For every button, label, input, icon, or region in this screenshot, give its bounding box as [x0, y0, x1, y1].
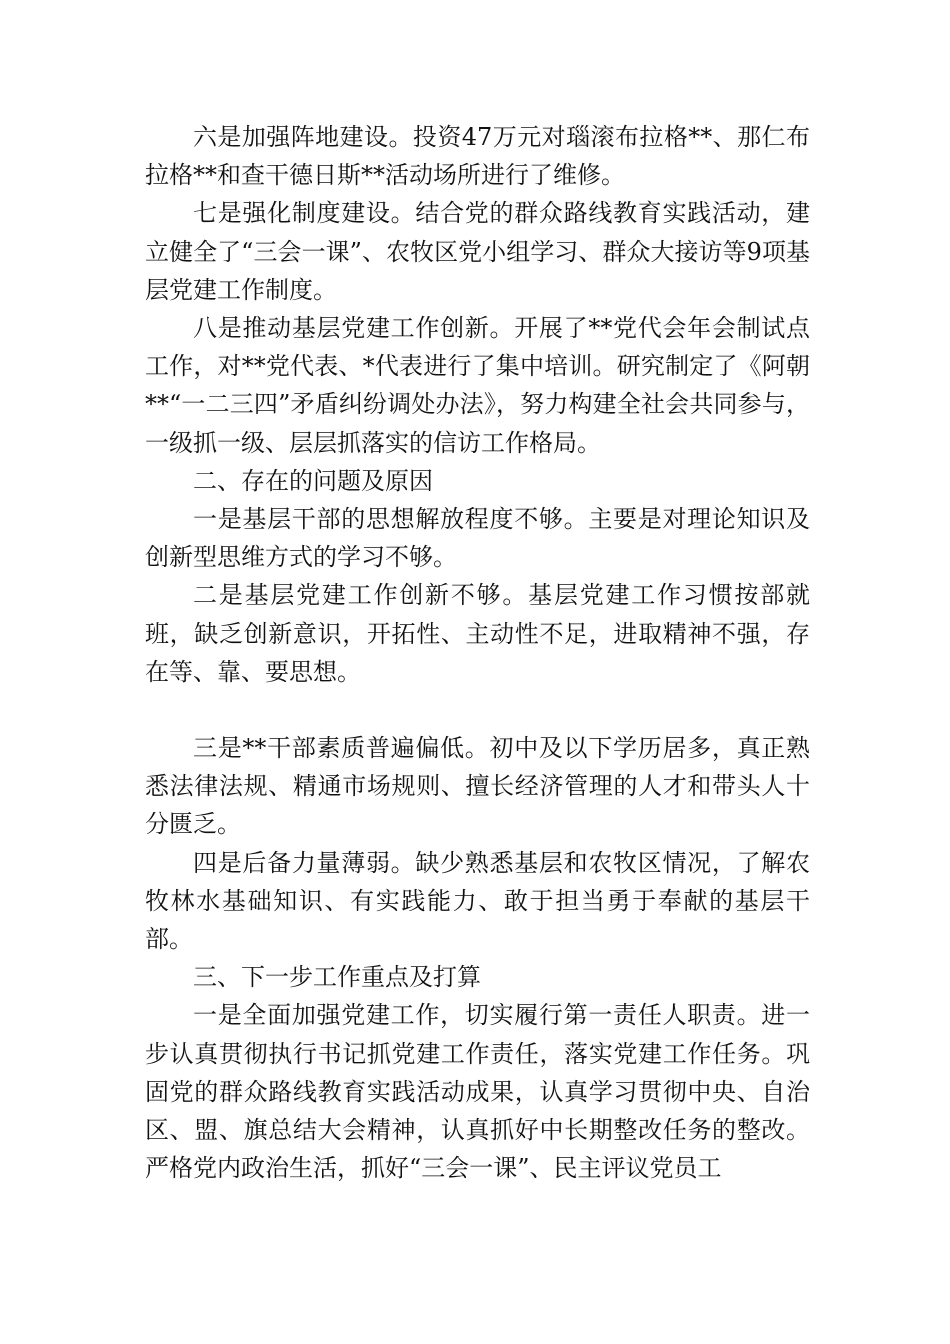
- document-body: [145, 118, 810, 1187]
- paragraph-gap: [145, 691, 810, 729]
- paragraph-8-innovation: 八是推动基层党建工作创新。开展了**党代会年会制试点工作，对**党代表、*代表进行了集中培训。研究制定了《阿朝**“一二三四”矛盾纠纷调处办法》，努力构建全社会共同参与，一级抓一级、层层抓落实的信访工作格局。: [145, 314, 810, 457]
- paragraph-problem-2: 二是基层党建工作创新不够。基层党建工作习惯按部就班，缺乏创新意识，开拓性、主动性不足，进取精神不强，存在等、靠、要思想。: [145, 581, 810, 686]
- paragraph-problem-1: 一是基层干部的思想解放程度不够。主要是对理论知识及创新型思维方式的学习不够。: [145, 505, 810, 572]
- paragraph-problem-3: 三是**干部素质普遍偏低。初中及以下学历居多，真正熟悉法律法规、精通市场规则、擅长经济管理的人才和带头人十分匮乏。: [145, 734, 810, 839]
- paragraph-6-position-building: 六是加强阵地建设。投资47万元对瑙滚布拉格**、那仁布拉格**和查干德日斯**活动场所进行了维修。: [145, 123, 810, 190]
- section-heading-problems: 二、存在的问题及原因: [193, 466, 433, 495]
- paragraph-7-system-building: 七是强化制度建设。结合党的群众路线教育实践活动，建立健全了“三会一课”、农牧区党小组学习、群众大接访等9项基层党建工作制度。: [145, 199, 810, 304]
- paragraph-problem-4: 四是后备力量薄弱。缺少熟悉基层和农牧区情况，了解农牧林水基础知识、有实践能力、敢于担当勇于奉献的基层干部。: [145, 848, 810, 954]
- paragraph-plan-1: 一是全面加强党建工作，切实履行第一责任人职责。进一步认真贯彻执行书记抓党建工作责任，落实党建工作任务。巩固党的群众路线教育实践活动成果，认真学习贯彻中央、自治区、盟、旗总结大会精神，认真抓好中长期整改任务的整改。严格党内政治生活，抓好“三会一课”、民主评议党员工: [145, 1001, 810, 1183]
- section-heading-next-steps: 三、下一步工作重点及打算: [193, 963, 481, 992]
